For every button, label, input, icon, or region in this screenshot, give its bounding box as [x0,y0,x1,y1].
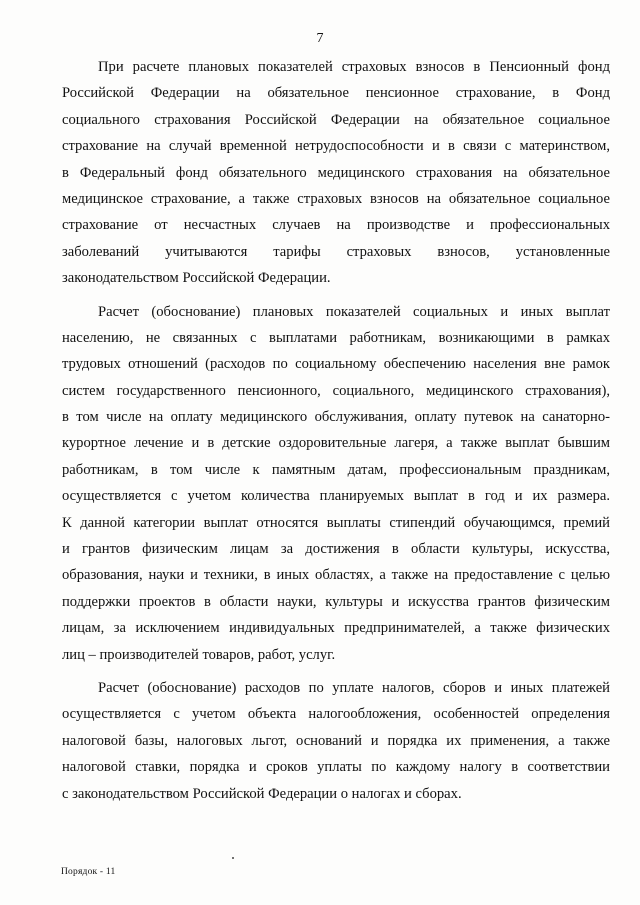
text-line: осуществляется с учетом объекта налогообложения, особенностей определения [62,706,610,723]
text-line: законодательством Российской Федерации. [62,270,331,287]
text-line: социального страхования Российской Федерации на обязательное социальное [62,111,610,128]
text-line: лицам, за исключением индивидуальных предпринимателей, а также физических [62,620,610,637]
text-line: в Федеральный фонд обязательного медицинского страхования на обязательное [62,164,610,181]
paragraph [62,54,610,292]
scan-speck [232,857,234,859]
text-line: К данной категории выплат относятся выплаты стипендий обучающимся, премий [62,514,610,531]
text-line: Расчет (обоснование) расходов по уплате налогов, сборов и иных платежей [98,679,610,696]
text-line: медицинское страхование, а также страховых взносов на обязательное социальное [62,190,610,207]
text-line: лиц – производителей товаров, работ, услуг. [62,646,336,663]
text-line: страхование на случай временной нетрудоспособности и в связи с материнством, [62,138,610,155]
text-line: заболеваний учитываются тарифы страховых взносов, установленные [62,243,610,260]
document-body [62,54,610,807]
text-line: и грантов физическим лицам за достижения в области культуры, искусства, [62,541,610,558]
text-line: населению, не связанных с выплатами работникам, возникающими в рамках [62,329,610,346]
text-line: курортное лечение и в детские оздоровительные лагеря, а также выплат бывшим [62,435,610,452]
text-line: При расчете плановых показателей страховых взносов в Пенсионный фонд [98,59,610,75]
text-line: работникам, в том числе к памятным датам, профессиональным праздникам, [62,461,610,478]
page-number: 7 [316,31,324,46]
text-line: страхование от несчастных случаев на производстве и профессиональных [62,217,610,234]
text-line: в том числе на оплату медицинского обслуживания, оплату путевок на санаторно- [62,409,610,426]
text-line: налоговой базы, налоговых льгот, оснований и порядка их применения, а также [62,732,610,749]
text-line: образования, науки и техники, в иных областях, а также на предоставление с целью [62,567,610,584]
text-line: систем государственного пенсионного, социального, медицинского страхования), [62,382,610,399]
paragraph [62,299,610,668]
paragraph [62,675,610,807]
paragraph-gap [62,292,610,299]
text-line: поддержки проектов в области науки, культуры и искусства грантов физическим [62,593,610,610]
text-line: Российской Федерации на обязательное пенсионное страхование, в Фонд [62,85,610,102]
text-line: с законодательством Российской Федерации о налогах и сборах. [62,785,462,802]
text-line: Расчет (обоснование) плановых показателей социальных и иных выплат [98,303,610,320]
text-line: осуществляется с учетом количества планируемых выплат в год и их размера. [62,488,610,505]
text-line: налоговой ставки, порядка и сроков уплаты по каждому налогу в соответствии [62,759,610,776]
paragraph-gap [62,668,610,675]
footer-mark: Порядок - 11 [61,867,116,877]
text-line: трудовых отношений (расходов по социальному обеспечению населения вне рамок [62,356,610,373]
